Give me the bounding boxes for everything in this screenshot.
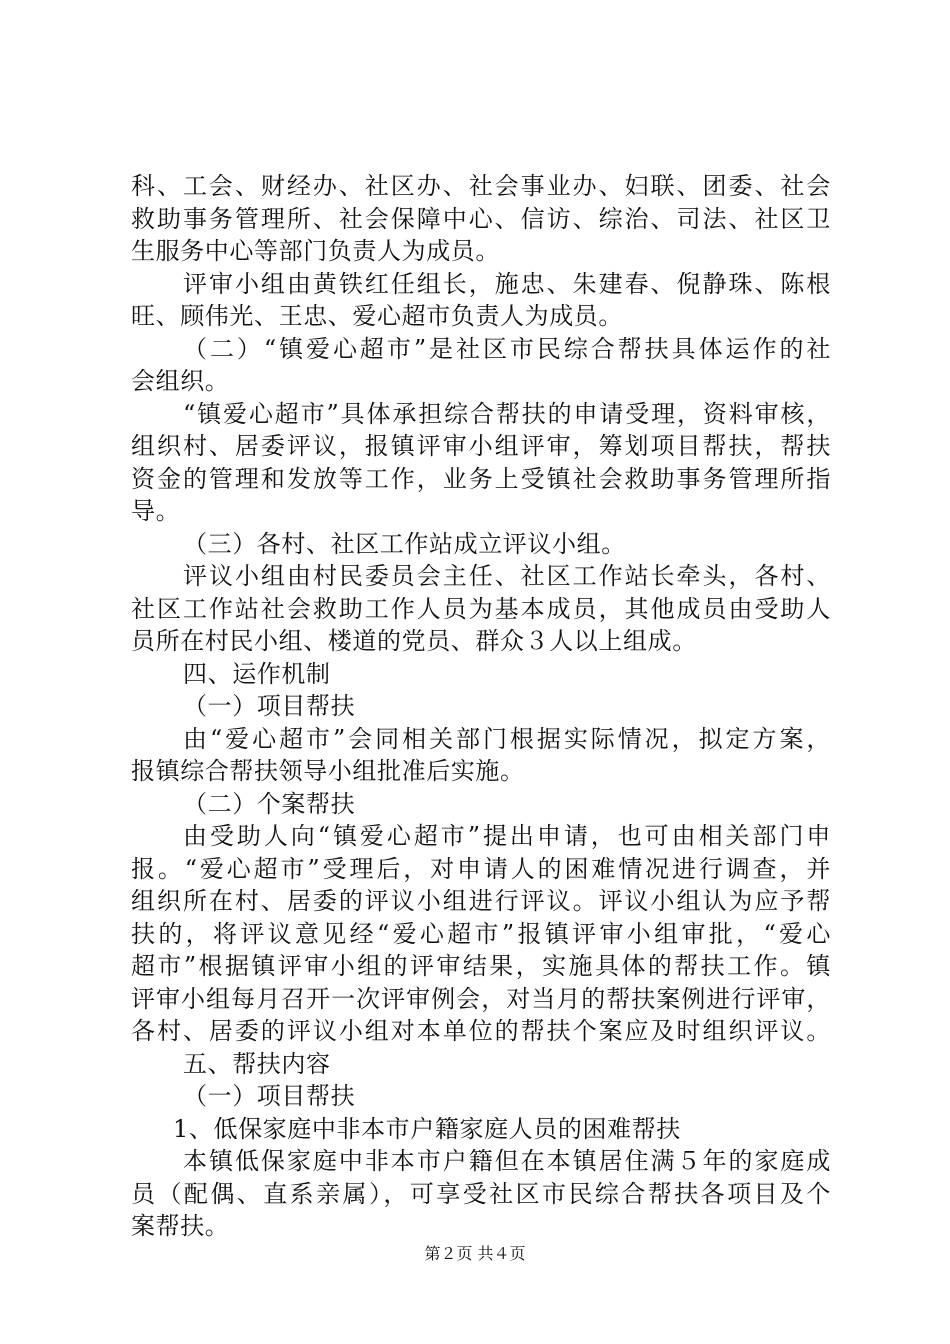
- text-line: 四、运作机制: [183, 659, 331, 688]
- text-line: 生服务中心等部门负责人为成员。: [131, 237, 500, 265]
- text-line: 科、工会、财经办、社区办、社会事业办、妇联、团委、社会: [131, 172, 831, 200]
- text-line: （二）个案帮扶: [183, 789, 356, 818]
- text-line: 资金的管理和发放等工作，业务上受镇社会救助事务管理所指: [131, 464, 831, 493]
- text-line: 扶的，将评议意见经“爱心超市”报镇评审小组审批，“爱心: [131, 919, 831, 948]
- text-line: 各村、居委的评议小组对本单位的帮扶个案应及时组织评议。: [131, 1017, 831, 1045]
- text-line: 超市”根据镇评审小组的评审结果，实施具体的帮扶工作。镇: [131, 952, 831, 980]
- page-number: 第２页 共４页: [424, 1244, 526, 1263]
- text-line: 由受助人向“镇爱心超市”提出申请，也可由相关部门申: [183, 822, 831, 850]
- text-line: （一）项目帮扶: [183, 1082, 356, 1110]
- text-line: （二）“镇爱心超市”是社区市民综合帮扶具体运作的社: [183, 334, 831, 363]
- text-line: 旺、顾伟光、王忠、爱心超市负责人为成员。: [131, 302, 623, 330]
- text-line: 员所在村民小组、楼道的党员、群众３人以上组成。: [131, 627, 697, 655]
- text-line: 1、低保家庭中非本市户籍家庭人员的困难帮扶: [173, 1114, 681, 1143]
- text-line: 组织所在村、居委的评议小组进行评议。评议小组认为应予帮: [131, 887, 831, 915]
- text-line: 评审小组每月召开一次评审例会，对当月的帮扶案例进行评审，: [131, 984, 831, 1013]
- page-footer: [0, 1244, 950, 1264]
- text-line: 报。“爱心超市”受理后，对申请人的困难情况进行调查，并: [131, 854, 831, 883]
- text-line: “镇爱心超市”具体承担综合帮扶的申请受理，资料审核，: [183, 399, 831, 428]
- text-line: 员（配偶、直系亲属），可享受社区市民综合帮扶各项目及个: [131, 1179, 831, 1208]
- text-line: 会组织。: [131, 367, 230, 395]
- text-line: 导。: [131, 497, 181, 525]
- text-line: 评议小组由村民委员会主任、社区工作站长牵头，各村、: [183, 562, 831, 590]
- document-body: [131, 170, 831, 1243]
- text-line: 案帮扶。: [131, 1212, 230, 1240]
- text-line: 救助事务管理所、社会保障中心、信访、综治、司法、社区卫: [131, 204, 831, 233]
- text-line: 评审小组由黄铁红任组长，施忠、朱建春、倪静珠、陈根: [183, 269, 831, 298]
- text-line: 报镇综合帮扶领导小组批准后实施。: [131, 757, 525, 785]
- text-line: （三）各村、社区工作站成立评议小组。: [183, 529, 626, 558]
- text-line: 五、帮扶内容: [183, 1049, 331, 1078]
- text-line: 由“爱心超市”会同相关部门根据实际情况，拟定方案，: [183, 724, 831, 753]
- text-line: 本镇低保家庭中非本市户籍但在本镇居住满５年的家庭成: [183, 1147, 831, 1175]
- text-line: 组织村、居委评议，报镇评审小组评审，筹划项目帮扶，帮扶: [131, 432, 831, 460]
- text-line: 社区工作站社会救助工作人员为基本成员，其他成员由受助人: [131, 594, 831, 623]
- text-line: （一）项目帮扶: [183, 692, 356, 720]
